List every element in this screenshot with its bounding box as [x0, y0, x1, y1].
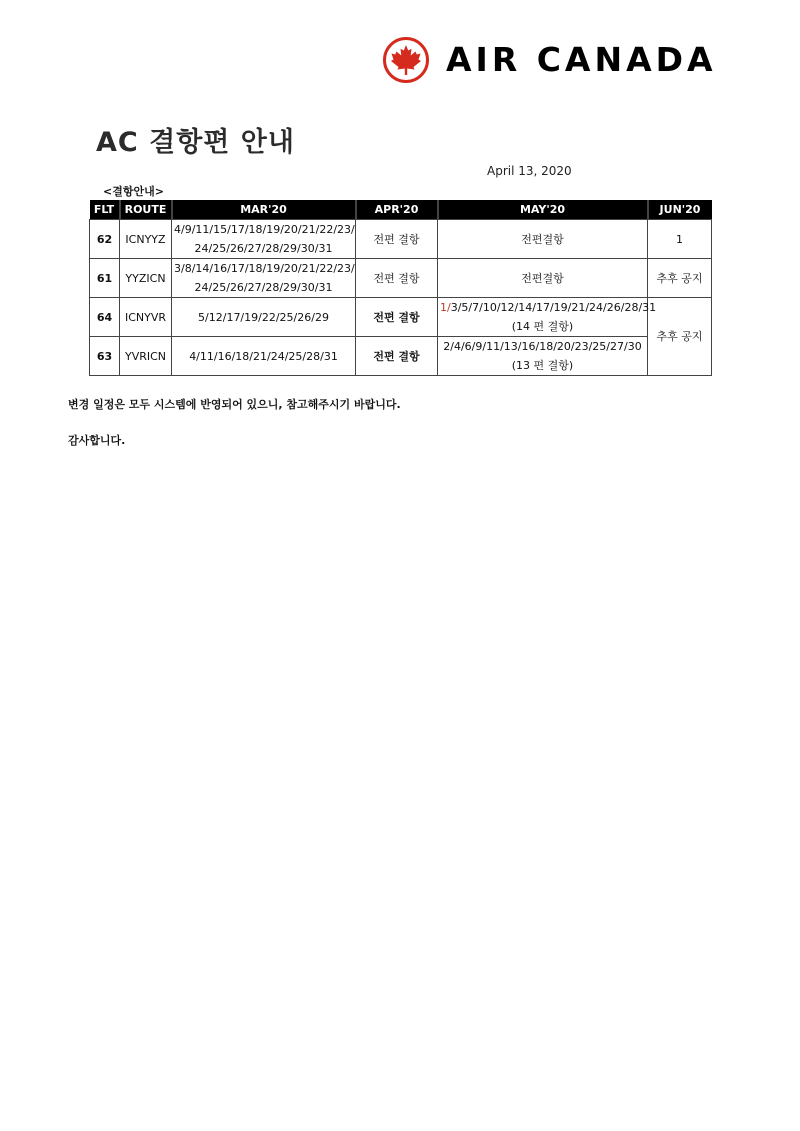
mar-dates: [172, 259, 356, 298]
logo-wordmark: AIR CANADA: [446, 40, 717, 79]
may-status: 전편결항: [438, 220, 648, 259]
may-cancel-count: (13 편 결항): [511, 359, 574, 372]
mar-dates: 5/12/17/19/22/25/26/29: [172, 298, 356, 337]
flight-number: 63: [90, 337, 120, 376]
route: YVRICN: [120, 337, 172, 376]
header-route: ROUTE: [120, 200, 172, 220]
flight-number: 61: [90, 259, 120, 298]
mar-dates: 4/11/16/18/21/24/25/28/31: [172, 337, 356, 376]
apr-status: 전편 결항: [356, 220, 438, 259]
header-jun: JUN'20: [648, 200, 712, 220]
maple-leaf-roundel-icon: [382, 36, 430, 84]
route: ICNYVR: [120, 298, 172, 337]
cancellation-table: [89, 200, 712, 376]
table-row: [90, 220, 712, 259]
may-dates-line: 2/4/6/9/11/13/16/18/20/23/25/27/30: [443, 340, 642, 353]
table-row: [90, 259, 712, 298]
may-dates: [438, 337, 648, 376]
header-apr: APR'20: [356, 200, 438, 220]
flight-number: 64: [90, 298, 120, 337]
jun-status: 추후 공지: [648, 298, 712, 376]
table-caption: <결항안내>: [103, 185, 164, 198]
mar-dates-line: 3/8/14/16/17/18/19/20/21/22/23/: [174, 262, 355, 275]
header-may: MAY'20: [438, 200, 648, 220]
jun-status: 1: [648, 220, 712, 259]
may-cancel-count: (14 편 결항): [511, 320, 574, 333]
may-dates: [438, 298, 657, 337]
table-row: [90, 337, 712, 376]
mar-dates-line: 24/25/26/27/28/29/30/31: [194, 281, 333, 294]
system-update-note: 변경 일정은 모두 시스템에 반영되어 있으니, 참고해주시기 바랍니다.: [68, 398, 401, 411]
closing-thanks: 감사합니다.: [68, 434, 126, 447]
apr-status: 전편 결항: [356, 298, 438, 337]
apr-status: 전편 결항: [356, 259, 438, 298]
jun-status: 추후 공지: [648, 259, 712, 298]
header-flt: FLT: [90, 200, 120, 220]
table-row: [90, 298, 712, 337]
notice-date: April 13, 2020: [487, 164, 572, 178]
route: ICNYYZ: [120, 220, 172, 259]
may-status: 전편결항: [438, 259, 648, 298]
mar-dates-line: 24/25/26/27/28/29/30/31: [194, 242, 333, 255]
may-dates-highlight: 1/: [440, 301, 451, 314]
air-canada-logo: [382, 36, 717, 84]
mar-dates: [172, 220, 356, 259]
mar-dates-line: 4/9/11/15/17/18/19/20/21/22/23/: [174, 223, 355, 236]
route: YYZICN: [120, 259, 172, 298]
flight-number: 62: [90, 220, 120, 259]
header-mar: MAR'20: [172, 200, 356, 220]
table-header-row: [90, 200, 712, 220]
page-title: AC 결항편 안내: [96, 127, 295, 158]
apr-status: 전편 결항: [356, 337, 438, 376]
may-dates-line: [440, 298, 657, 317]
may-dates-rest: 3/5/7/10/12/14/17/19/21/24/26/28/31: [450, 301, 657, 314]
